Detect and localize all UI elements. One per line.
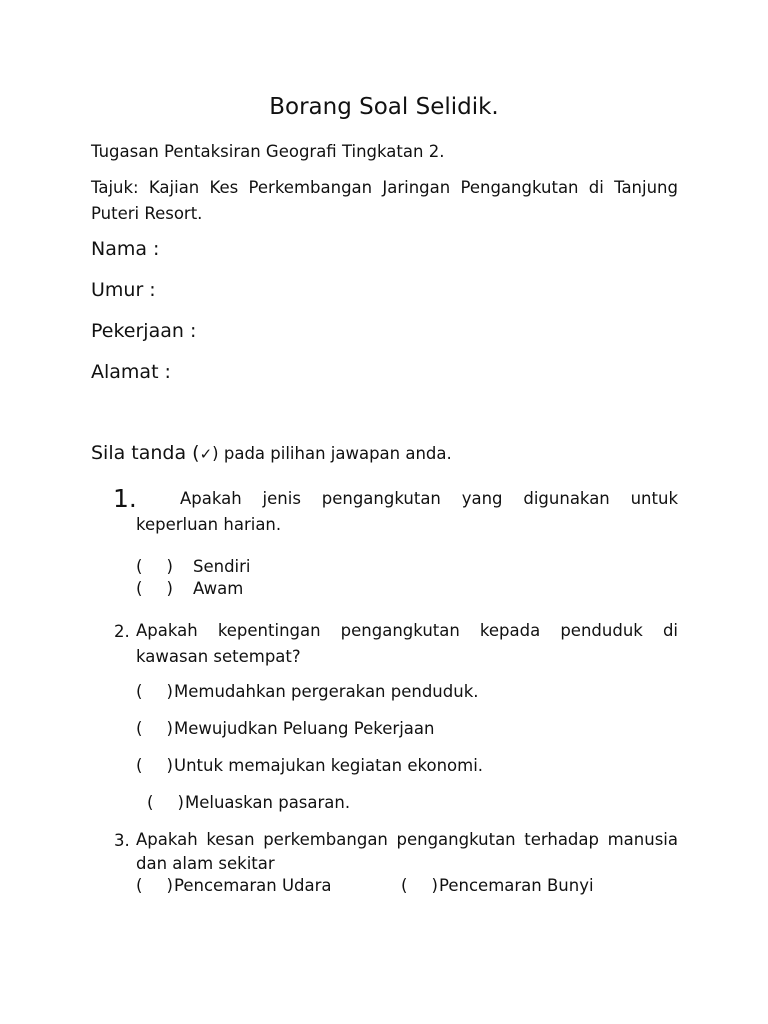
form-topic: Tajuk: Kajian Kes Perkembangan Jaringan Pengangkutan di Tanjung Puteri Resort. (91, 178, 678, 223)
instruction-text-end: ) pada pilihan jawapan anda. (212, 444, 452, 463)
question-1-number: 1. (113, 484, 137, 513)
question-3-number: 3. (114, 831, 130, 850)
question-2-option-1[interactable] (136, 682, 479, 701)
form-subtitle: Tugasan Pentaksiran Geografi Tingkatan 2. (91, 142, 445, 161)
form-title: Borang Soal Selidik. (269, 94, 499, 120)
check-mark-icon: ✓ (199, 445, 213, 463)
option-checkbox[interactable]: ( ) (401, 876, 438, 895)
option-checkbox[interactable]: ( ) (136, 557, 173, 576)
question-1-option-1[interactable] (136, 557, 251, 576)
option-checkbox[interactable]: ( ) (136, 719, 173, 738)
question-2-number: 2. (114, 622, 130, 641)
option-checkbox[interactable]: ( ) (136, 876, 173, 895)
address-field-label: Alamat : (91, 361, 171, 383)
question-2-option-2[interactable] (136, 719, 434, 738)
question-3-option-2[interactable] (401, 876, 594, 895)
question-2-option-4[interactable] (147, 793, 350, 812)
age-field-label: Umur : (91, 279, 156, 301)
instruction-line (91, 442, 452, 464)
option-label: Awam (193, 579, 244, 598)
question-2-text: Apakah kepentingan pengangkutan kepada penduduk di kawasan setempat? (136, 621, 678, 666)
question-1-text: Apakah jenis pengangkutan yang digunakan untuk keperluan harian. (136, 489, 678, 534)
option-checkbox[interactable]: ( ) (136, 682, 173, 701)
instruction-text-start: Sila tanda ( (91, 442, 200, 464)
option-label: Pencemaran Bunyi (439, 876, 594, 895)
question-2-option-3[interactable] (136, 756, 483, 775)
name-field-label: Nama : (91, 238, 160, 260)
option-label: Meluaskan pasaran. (185, 793, 351, 812)
option-label: Untuk memajukan kegiatan ekonomi. (174, 756, 484, 775)
option-checkbox[interactable]: ( ) (147, 793, 184, 812)
question-3-option-1[interactable] (136, 876, 332, 895)
question-3-text: Apakah kesan perkembangan pengangkutan terhadap manusia dan alam sekitar (136, 830, 678, 873)
option-label: Sendiri (193, 557, 251, 576)
option-checkbox[interactable]: ( ) (136, 756, 173, 775)
question-1-option-2[interactable] (136, 579, 243, 598)
option-label: Pencemaran Udara (174, 876, 332, 895)
option-label: Memudahkan pergerakan penduduk. (174, 682, 479, 701)
option-label: Mewujudkan Peluang Pekerjaan (174, 719, 435, 738)
occupation-field-label: Pekerjaan : (91, 320, 197, 342)
option-checkbox[interactable]: ( ) (136, 579, 173, 598)
